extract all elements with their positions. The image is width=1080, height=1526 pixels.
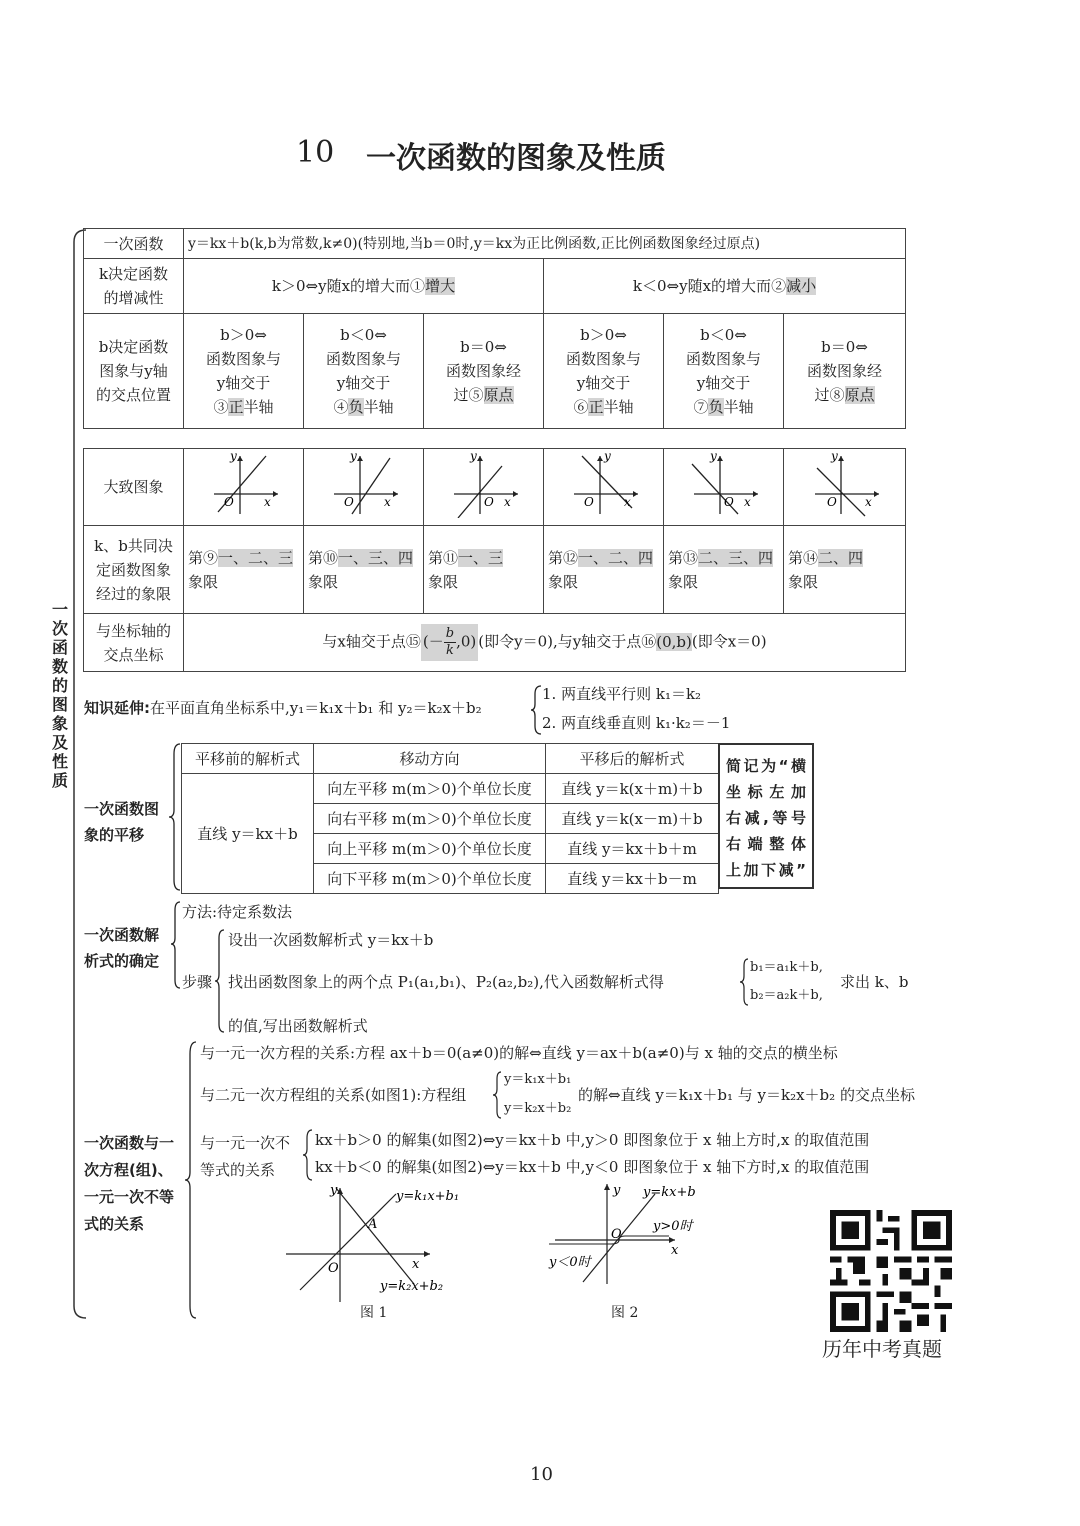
b-cell: b＞0⇔ 函数图象与 y轴交于 ⑥正半轴 bbox=[544, 314, 664, 429]
after-cell: 直线 y＝k(x＋m)＋b bbox=[546, 774, 719, 804]
equation-1: b₁＝a₁k＋b, bbox=[750, 960, 823, 975]
origin-label: O bbox=[723, 494, 734, 509]
b-cell: b＝0⇔ 函数图象经 过⑤原点 bbox=[424, 314, 544, 429]
direction-cell: 向下平移 m(m＞0)个单位长度 bbox=[314, 864, 546, 894]
graph-cell bbox=[544, 449, 664, 526]
axis-y-label: y bbox=[709, 449, 717, 463]
origin-label: O bbox=[343, 494, 354, 509]
relations-brace bbox=[184, 1040, 198, 1320]
axis-x-label: x bbox=[383, 494, 391, 509]
fig2-x-label: x bbox=[671, 1243, 679, 1258]
relation-inequality-label: 与一元一次不 等式的关系 bbox=[200, 1134, 291, 1179]
graph-cell bbox=[664, 449, 784, 526]
side-label: 一次函数的图象及性质 bbox=[52, 600, 69, 790]
after-cell: 直线 y＝k(x－m)＋b bbox=[546, 804, 719, 834]
step-2-tail: 求出 k、b bbox=[840, 973, 909, 991]
fig1-origin: O bbox=[328, 1261, 339, 1276]
graph-cell bbox=[184, 449, 304, 526]
direction-cell: 向上平移 m(m＞0)个单位长度 bbox=[314, 834, 546, 864]
b-cell: b＜0⇔ 函数图象与 y轴交于 ⑦负半轴 bbox=[664, 314, 784, 429]
fig2-origin: O bbox=[611, 1227, 622, 1242]
axis-x-label: x bbox=[263, 494, 271, 509]
system-eq-2: y＝k₂x＋b₂ bbox=[504, 1101, 572, 1116]
relation-system-post: 的解⇔直线 y＝k₁x＋b₁ 与 y＝k₂x＋b₂ 的交点坐标 bbox=[578, 1086, 915, 1104]
axis-y-label: y bbox=[349, 449, 357, 463]
translation-table bbox=[181, 743, 719, 894]
fig1-line2-label: y=k₂x+b₂ bbox=[380, 1279, 444, 1294]
table-graphs bbox=[83, 448, 906, 672]
quadrant-cell: 第⑫一、二、四 象限 bbox=[544, 526, 664, 614]
axis-x-label: x bbox=[623, 494, 631, 509]
graph-cell bbox=[304, 449, 424, 526]
fig1-line1-label: y=k₁x+b₁ bbox=[396, 1189, 460, 1204]
b-cell: b＞0⇔ 函数图象与 y轴交于 ③正半轴 bbox=[184, 314, 304, 429]
inequality-less: kx＋b＜0 的解集(如图2)⇔y＝kx＋b 中,y＜0 即图象位于 x 轴下方时,x 的取值范围 bbox=[315, 1158, 870, 1176]
intercepts-cell: 与x轴交于点⑮ (－ $\frac{b}{k}$ ,0) (即令y＝0),与y轴交于点⑯(0,b)(即令x＝0) bbox=[184, 614, 906, 672]
relations-label: 一次函数与一 次方程(组)、 一元一次不等 式的关系 bbox=[84, 1134, 175, 1233]
figure-2 bbox=[545, 1180, 715, 1290]
steps-brace bbox=[214, 928, 226, 1034]
after-cell: 直线 y＝kx＋b＋m bbox=[546, 834, 719, 864]
fig2-below-label: y＜0时 bbox=[549, 1255, 591, 1270]
inequality-greater: kx＋b＞0 的解集(如图2)⇔y＝kx＋b 中,y＞0 即图象位于 x 轴上方时,x 的取值范围 bbox=[315, 1131, 870, 1149]
row-label-b-intercept: b决定函数 图象与y轴 的交点位置 bbox=[84, 314, 184, 429]
step-2: 找出函数图象上的两个点 P₁(a₁,b₁)、P₂(a₂,b₂),代入函数解析式得 bbox=[228, 973, 664, 991]
axis-x-label: x bbox=[743, 494, 751, 509]
axis-y-label: y bbox=[469, 449, 477, 463]
system-brace bbox=[493, 1070, 503, 1120]
page-number: 10 bbox=[530, 1464, 553, 1485]
origin-label: O bbox=[223, 494, 234, 509]
quadrant-cell: 第⑪一、三 象限 bbox=[424, 526, 544, 614]
linear-function-definition: y＝kx＋b(k,b为常数,k≠0)(特别地,当b＝0时,y＝kx为正比例函数,正比例函数图象经过原点) bbox=[184, 229, 906, 259]
before-expression: 直线 y＝kx＋b bbox=[182, 774, 314, 894]
origin-label: O bbox=[583, 494, 594, 509]
fig1-point-a: A bbox=[368, 1217, 378, 1232]
step-1: 设出一次函数解析式 y＝kx＋b bbox=[228, 931, 434, 949]
translation-label: 一次函数图 象的平移 bbox=[84, 800, 160, 844]
method-text: 方法:待定系数法 bbox=[182, 903, 293, 921]
qr-caption: 历年中考真题 bbox=[822, 1337, 942, 1361]
header-after: 平移后的解析式 bbox=[546, 744, 719, 774]
translation-brace bbox=[168, 742, 182, 892]
fig2-y-label: y bbox=[613, 1183, 621, 1198]
fig2-above-label: y>0时 bbox=[653, 1219, 693, 1234]
determination-brace bbox=[170, 900, 182, 990]
figure-1-caption: 图 1 bbox=[360, 1305, 388, 1321]
quadrant-cell: 第⑩一、三、四 象限 bbox=[304, 526, 424, 614]
figure-1 bbox=[280, 1180, 480, 1310]
header-direction: 移动方向 bbox=[314, 744, 546, 774]
direction-cell: 向右平移 m(m＞0)个单位长度 bbox=[314, 804, 546, 834]
b-cell: b＝0⇔ 函数图象经 过⑧原点 bbox=[784, 314, 906, 429]
row-label-quadrants: k、b共同决 定函数图象 经过的象限 bbox=[84, 526, 184, 614]
extension-case-1: 1. 两直线平行则 k₁＝k₂ bbox=[542, 685, 702, 703]
direction-cell: 向左平移 m(m＞0)个单位长度 bbox=[314, 774, 546, 804]
header-before: 平移前的解析式 bbox=[182, 744, 314, 774]
table-properties bbox=[83, 228, 906, 429]
extension-case-2: 2. 两直线垂直则 k₁·k₂＝－1 bbox=[542, 714, 731, 732]
row-label-linear-function: 一次函数 bbox=[84, 229, 184, 259]
axis-x-label: x bbox=[503, 494, 511, 509]
steps-label: 步骤 bbox=[182, 973, 213, 991]
k-positive-cell: k＞0⇔y随x的增大而①增大 bbox=[184, 259, 544, 314]
axis-y-label: y bbox=[229, 449, 237, 463]
quadrant-cell: 第⑭二、四 象限 bbox=[784, 526, 906, 614]
row-label-k-monotonic: k决定函数 的增减性 bbox=[84, 259, 184, 314]
k-negative-cell: k＜0⇔y随x的增大而②减小 bbox=[544, 259, 906, 314]
page-title: 一次函数的图象及性质 bbox=[366, 141, 666, 176]
translation-note: 简记为“横 坐标左加 右减,等号 右端整体 上加下减” bbox=[718, 743, 814, 889]
quadrant-cell: 第⑨一、二、三 象限 bbox=[184, 526, 304, 614]
fig1-x-label: x bbox=[412, 1257, 420, 1272]
axis-x-label: x bbox=[864, 494, 872, 509]
row-label-intercepts: 与坐标轴的 交点坐标 bbox=[84, 614, 184, 672]
origin-label: O bbox=[483, 494, 494, 509]
after-cell: 直线 y＝kx＋b－m bbox=[546, 864, 719, 894]
relation-equation: 与一元一次方程的关系:方程 ax＋b＝0(a≠0)的解⇔直线 y＝ax＋b(a≠0)与 x 轴的交点的横坐标 bbox=[200, 1044, 838, 1062]
qr-code[interactable] bbox=[830, 1210, 952, 1332]
equation-2: b₂＝a₂k＋b, bbox=[750, 988, 823, 1003]
determination-label: 一次函数解 析式的确定 bbox=[84, 926, 160, 970]
graph-cell bbox=[424, 449, 544, 526]
quadrant-cell: 第⑬二、三、四 象限 bbox=[664, 526, 784, 614]
step-3: 的值,写出函数解析式 bbox=[228, 1017, 368, 1035]
figure-2-caption: 图 2 bbox=[611, 1305, 639, 1321]
fig1-y-label: y bbox=[330, 1183, 338, 1198]
graph-cell bbox=[784, 449, 906, 526]
axis-y-label: y bbox=[830, 449, 838, 463]
relation-system-pre: 与二元一次方程组的关系(如图1):方程组 bbox=[200, 1086, 467, 1104]
equation-brace bbox=[740, 957, 750, 1007]
b-cell: b＜0⇔ 函数图象与 y轴交于 ④负半轴 bbox=[304, 314, 424, 429]
fig2-line-label: y=kx+b bbox=[643, 1185, 696, 1200]
inequality-brace bbox=[302, 1128, 314, 1182]
origin-label: O bbox=[826, 494, 837, 509]
row-label-rough-graph: 大致图象 bbox=[84, 449, 184, 526]
axis-y-label: y bbox=[603, 449, 611, 463]
extension-line: 知识延伸:在平面直角坐标系中,y₁＝k₁x＋b₁ 和 y₂＝k₂x＋b₂ bbox=[84, 699, 482, 717]
title-number: 10 bbox=[296, 135, 335, 170]
system-eq-1: y＝k₁x＋b₁ bbox=[504, 1072, 572, 1087]
